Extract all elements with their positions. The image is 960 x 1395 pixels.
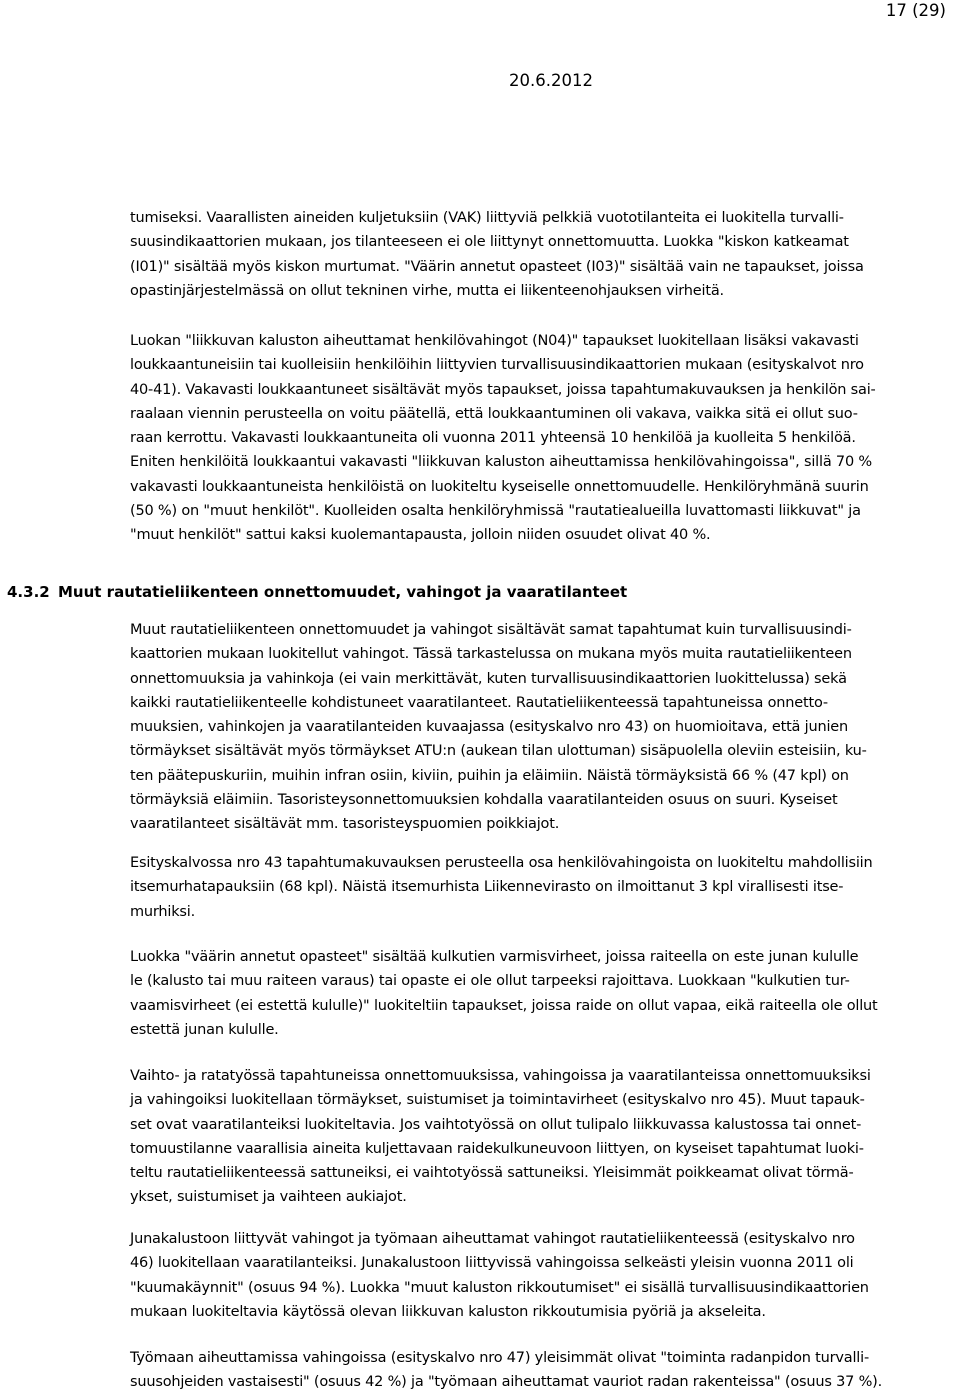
text-line: (I01)" sisältää myös kiskon murtumat. "Väärin annetut opasteet (I03)" sisältää vain ne tapaukset, joissa [130, 258, 864, 275]
text-line: mukaan luokiteltavia käytössä olevan liikkuvan kaluston rikkoutumisia pyöriä ja akseleita. [130, 1303, 766, 1320]
text-line: 40-41). Vakavasti loukkaantuneet sisältävät myös tapaukset, joissa tapahtumakuvauksen ja henkilön sai- [130, 381, 876, 398]
text-line: Esityskalvossa nro 43 tapahtumakuvauksen perusteella osa henkilövahingoista on luokiteltu mahdollisiin [130, 855, 873, 871]
text-line: Muut rautatieliikenteen onnettomuudet ja vahingot sisältävät samat tapahtumat kuin turvallisuusindi- [130, 622, 852, 638]
text-line: suusohjeiden vastaisesti" (osuus 42 %) ja "työmaan aiheuttamat vauriot radan rakenteissa" (osuus 37 %). [130, 1374, 883, 1391]
text-line: ykset, suistumiset ja vaihteen aukiajot. [130, 1189, 407, 1206]
text-line: onnettomuuksia ja vahinkoja (ei vain merkittävät, kuten turvallisuusindikaattorien luokittelussa) sekä [130, 670, 847, 687]
page-number: 17 (29) [885, 1, 946, 20]
text-line: suusindikaattorien mukaan, jos tilanteeseen ei ole liittynyt onnettomuutta. Luokka "kiskon katkeamat [130, 234, 849, 251]
text-line: murhiksi. [130, 903, 196, 920]
text-line: kaikki rautatieliikenteelle kohdistuneet vaaratilanteet. Rautatieliikenteessä tapahtuneissa onnetto- [130, 694, 828, 711]
text-line: Vaihto- ja ratatyössä tapahtuneissa onnettomuuksissa, vahingoissa ja vaaratilanteissa onnettomuuksiksi [130, 1068, 871, 1084]
text-line: ja vahingoiksi luokitellaan törmäykset, suistumiset ja toimintavirheet (esityskalvo nro 45). Muut tapauk- [130, 1092, 865, 1109]
text-line: Luokan "liikkuvan kaluston aiheuttamat henkilövahingot (N04)" tapaukset luokitellaan lisäksi vakavasti [130, 333, 859, 349]
text-line: vaamisvirheet (ei estettä kululle)" luokiteltiin tapaukset, joissa raide on ollut vapaa, eikä raiteella ole ollut [130, 997, 878, 1014]
text-line: muuksien, vahinkojen ja vaaratilanteiden kuvaajassa (esityskalvo nro 43) on huomioitava, että junien [130, 719, 848, 736]
section-heading [7, 580, 627, 604]
paragraph-signal-errors [130, 945, 952, 1042]
text-line: 46) luokitellaan vaaratilanteiksi. Junakalustoon liittyvissä vahingoissa selkeästi yleisin vuonna 2011 oli [130, 1255, 854, 1272]
text-line: (50 %) on "muut henkilöt". Kuolleiden osalta henkilöryhmissä "rautatiealueilla luvattomasti liikkuvat" ja [130, 503, 861, 520]
text-line: set ovat vaaratilanteiksi luokiteltavia. Jos vaihtotyössä on ollut tulipalo liikkuvassa kalustossa tai onnet- [130, 1116, 862, 1133]
text-line: itsemurhatapauksiin (68 kpl). Näistä itsemurhista Liikennevirasto on ilmoittanut 3 kpl virallisesti itse- [130, 879, 844, 896]
text-line: raalaan viennin perusteella on voitu päätellä, että loukkaantuminen oli vakava, vaikka sitä ei ollut suo- [130, 405, 858, 422]
text-line: opastinjärjestelmässä on ollut tekninen virhe, mutta ei liikenteenohjauksen virheitä. [130, 282, 724, 299]
paragraph-worksite-damages [130, 1346, 952, 1395]
text-line: kaattorien mukaan luokitellut vahingot. Tässä tarkastelussa on mukana myös muita rautatieliikenteen [130, 646, 852, 663]
paragraph-suicides [130, 851, 952, 924]
text-line: Työmaan aiheuttamissa vahingoissa (esityskalvo nro 47) yleisimmät olivat "toiminta radanpidon turvalli- [130, 1350, 869, 1366]
text-line: Eniten henkilöitä loukkaantui vakavasti "liikkuvan kaluston aiheuttamissa henkilövahingoissa", sillä 70 % [130, 454, 872, 471]
text-line: tumiseksi. Vaarallisten aineiden kuljetuksiin (VAK) liittyviä pelkkiä vuototilanteita ei luokitella turvalli- [130, 210, 844, 226]
text-line: loukkaantuneisiin tai kuolleisiin henkilöihin liittyvien turvallisuusindikaattorien mukaan (esityskalvot nro [130, 357, 864, 374]
text-line: ten päätepuskuriin, muihin infran osiin, kiviin, puihin ja eläimiin. Näistä törmäyksistä 66 % (47 kpl) on [130, 767, 849, 784]
text-line: teltu rautatieliikenteessä sattuneiksi, ei vaihtotyössä sattuneiksi. Yleisimmät poikkeamat olivat törmä- [130, 1165, 854, 1182]
text-line: vakavasti loukkaantuneista henkilöistä on luokiteltu kyseiselle onnettomuudelle. Henkilöryhmänä suurin [130, 478, 869, 495]
paragraph-shunting-work [130, 1064, 952, 1210]
text-line: estettä junan kululle. [130, 1021, 279, 1038]
text-line: Luokka "väärin annetut opasteet" sisältää kulkutien varmisvirheet, joissa raiteella on este junan kululle [130, 949, 859, 965]
text-line: "kuumakäynnit" (osuus 94 %). Luokka "muut kaluston rikkoutumiset" ei sisällä turvallisuusindikaattorien [130, 1279, 869, 1296]
paragraph-rolling-stock [130, 1227, 952, 1324]
text-line: "muut henkilöt" sattui kaksi kuolemantapausta, jolloin niiden osuudet olivat 40 %. [130, 527, 711, 544]
text-line: tomuustilanne vaarallisia aineita kuljettavaan raidekulkuneuvoon liittyen, on kyseiset tapahtumat luoki- [130, 1140, 864, 1157]
text-line: Junakalustoon liittyvät vahingot ja työmaan aiheuttamat vahingot rautatieliikenteessä (esityskalvo nro [130, 1231, 855, 1247]
text-line: le (kalusto tai muu raiteen varaus) tai opaste ei ole ollut tarpeeksi rajoittava. Luokkaan "kulkutien tur- [130, 973, 850, 990]
text-line: törmäykset sisältävät myös törmäykset ATU:n (aukean tilan ulottuman) sisäpuolella oleviin esteisiin, ku- [130, 743, 867, 760]
paragraph-other-accidents [130, 618, 952, 837]
text-line: vaaratilanteet sisältävät mm. tasoristeyspuomien poikkiajot. [130, 816, 560, 833]
section-number: 4.3.2 [7, 583, 50, 601]
text-line: törmäyksiä eläimiin. Tasoristeysonnettomuuksien kohdalla vaaratilanteiden osuus on suuri. Kyseiset [130, 792, 838, 809]
paragraph-safety-indicators [130, 206, 952, 303]
page-date: 20.6.2012 [509, 71, 593, 90]
paragraph-personal-injuries [130, 329, 952, 548]
section-title: Muut rautatieliikenteen onnettomuudet, vahingot ja vaaratilanteet [58, 583, 628, 601]
text-line: raan kerrottu. Vakavasti loukkaantuneita oli vuonna 2011 yhteensä 10 henkilöä ja kuolleita 5 henkilöä. [130, 430, 856, 447]
